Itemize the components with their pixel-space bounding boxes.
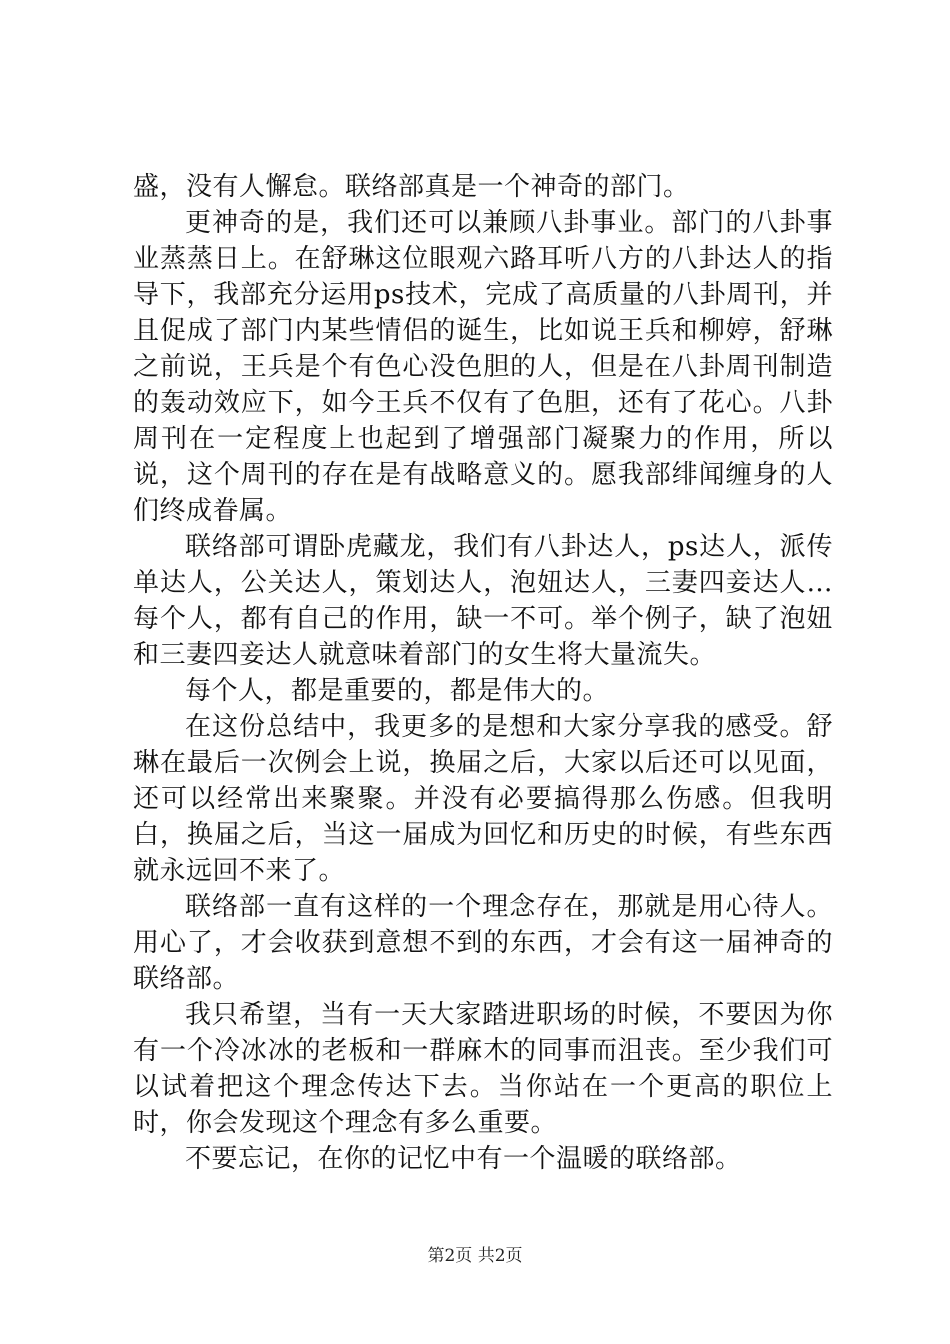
page-number-footer: 第2页 共2页 (427, 1246, 523, 1266)
paragraph: 联络部一直有这样的一个理念存在，那就是用心待人。用心了，才会收获到意想不到的东西，才会有这一届神奇的联络部。 (133, 892, 833, 994)
paragraph: 在这份总结中，我更多的是想和大家分享我的感受。舒琳在最后一次例会上说，换届之后，大家以后还可以见面，还可以经常出来聚聚。并没有必要搞得那么伤感。但我明白，换届之后，当这一届成为回忆和历史的时候，有些东西就永远回不来了。 (133, 712, 833, 886)
paragraph: 我只希望，当有一天大家踏进职场的时候，不要因为你有一个冷冰冰的老板和一群麻木的同事而沮丧。至少我们可以试着把这个理念传达下去。当你站在一个更高的职位上时，你会发现这个理念有多么重要。 (133, 1000, 833, 1138)
paragraph: 更神奇的是，我们还可以兼顾八卦事业。部门的八卦事业蒸蒸日上。在舒琳这位眼观六路耳听八方的八卦达人的指导下，我部充分运用ps技术，完成了高质量的八卦周刊，并且促成了部门内某些情侣的诞生，比如说王兵和柳婷，舒琳之前说，王兵是个有色心没色胆的人，但是在八卦周刊制造的轰动效应下，如今王兵不仅有了色胆，还有了花心。八卦周刊在一定程度上也起到了增强部门凝聚力的作用，所以说，这个周刊的存在是有战略意义的。愿我部绯闻缠身的人们终成眷属。 (133, 208, 833, 526)
paragraph: 每个人，都是重要的，都是伟大的。 (185, 676, 610, 706)
paragraph: 联络部可谓卧虎藏龙，我们有八卦达人，ps达人，派传单达人，公关达人，策划达人，泡妞达人，三妻四妾达人…每个人，都有自己的作用，缺一不可。举个例子，缺了泡妞和三妻四妾达人就意味着部门的女生将大量流失。 (133, 532, 833, 670)
document-body (133, 169, 833, 1177)
paragraph: 不要忘记，在你的记忆中有一个温暖的联络部。 (185, 1144, 742, 1174)
paragraph: 盛，没有人懈怠。联络部真是一个神奇的部门。 (133, 172, 690, 202)
